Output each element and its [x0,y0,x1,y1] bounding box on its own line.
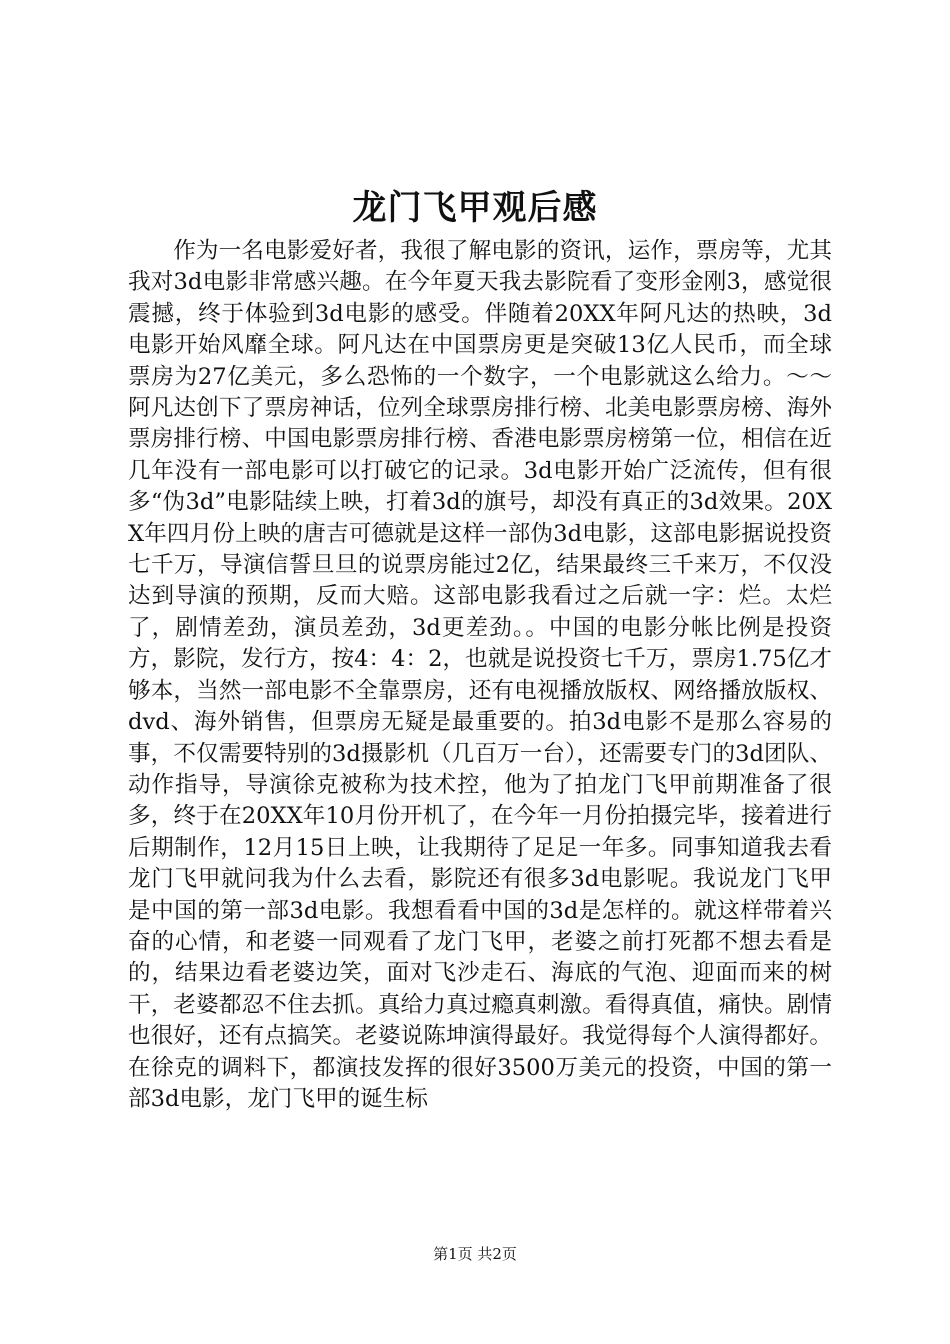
document-title: 龙门飞甲观后感 [352,188,598,228]
document-body-paragraph: 作为一名电影爱好者，我很了解电影的资讯，运作，票房等，尤其我对3d电影非常感兴趣。在今年夏天我去影院看了变形金刚3，感觉很震撼，终于体验到3d电影的感受。伴随着20XX年阿凡达的热映，3d电影开始风靡全球。阿凡达在中国票房更是突破13亿人民币，而全球票房为27亿美元，多么恐怖的一个数字，一个电影就这么给力。～～阿凡达创下了票房神话，位列全球票房排行榜、北美电影票房榜、海外票房排行榜、中国电影票房排行榜、香港电影票房榜第一位，相信在近几年没有一部电影可以打破它的记录。3d电影开始广泛流传，但有很多“伪3d”电影陆续上映，打着3d的旗号，却没有真正的3d效果。20XX年四月份上映的唐吉可德就是这样一部伪3d电影，这部电影据说投资七千万，导演信誓旦旦的说票房能过2亿，结果最终三千来万，不仅没达到导演的预期，反而大赔。这部电影我看过之后就一字：烂。太烂了，剧情差劲，演员差劲，3d更差劲。。中国的电影分帐比例是投资方，影院，发行方，按4：4：2，也就是说投资七千万，票房1.75亿才够本，当然一部电影不全靠票房，还有电视播放版权、网络播放版权、dvd、海外销售，但票房无疑是最重要的。拍3d电影不是那么容易的事，不仅需要特别的3d摄影机（几百万一台），还需要专门的3d团队、动作指导，导演徐克被称为技术控，他为了拍龙门飞甲前期准备了很多，终于在20XX年10月份开机了，在今年一月份拍摄完毕，接着进行后期制作，12月15日上映，让我期待了足足一年多。同事知道我去看龙门飞甲就问我为什么去看，影院还有很多3d电影呢。我说龙门飞甲是中国的第一部3d电影。我想看看中国的3d是怎样的。就这样带着兴奋的心情，和老婆一同观看了龙门飞甲，老婆之前打死都不想去看是的，结果边看老婆边笑，面对飞沙走石、海底的气泡、迎面而来的树干，老婆都忍不住去抓。真给力真过瘾真刺激。看得真值，痛快。剧情也很好，还有点搞笑。老婆说陈坤演得最好。我觉得每个人演得都好。在徐克的调料下，都演技发挥的很好3500万美元的投资，中国的第一部3d电影，龙门飞甲的诞生标 [128,238,832,1112]
page-number-footer: 第1页 共2页 [433,1245,517,1263]
